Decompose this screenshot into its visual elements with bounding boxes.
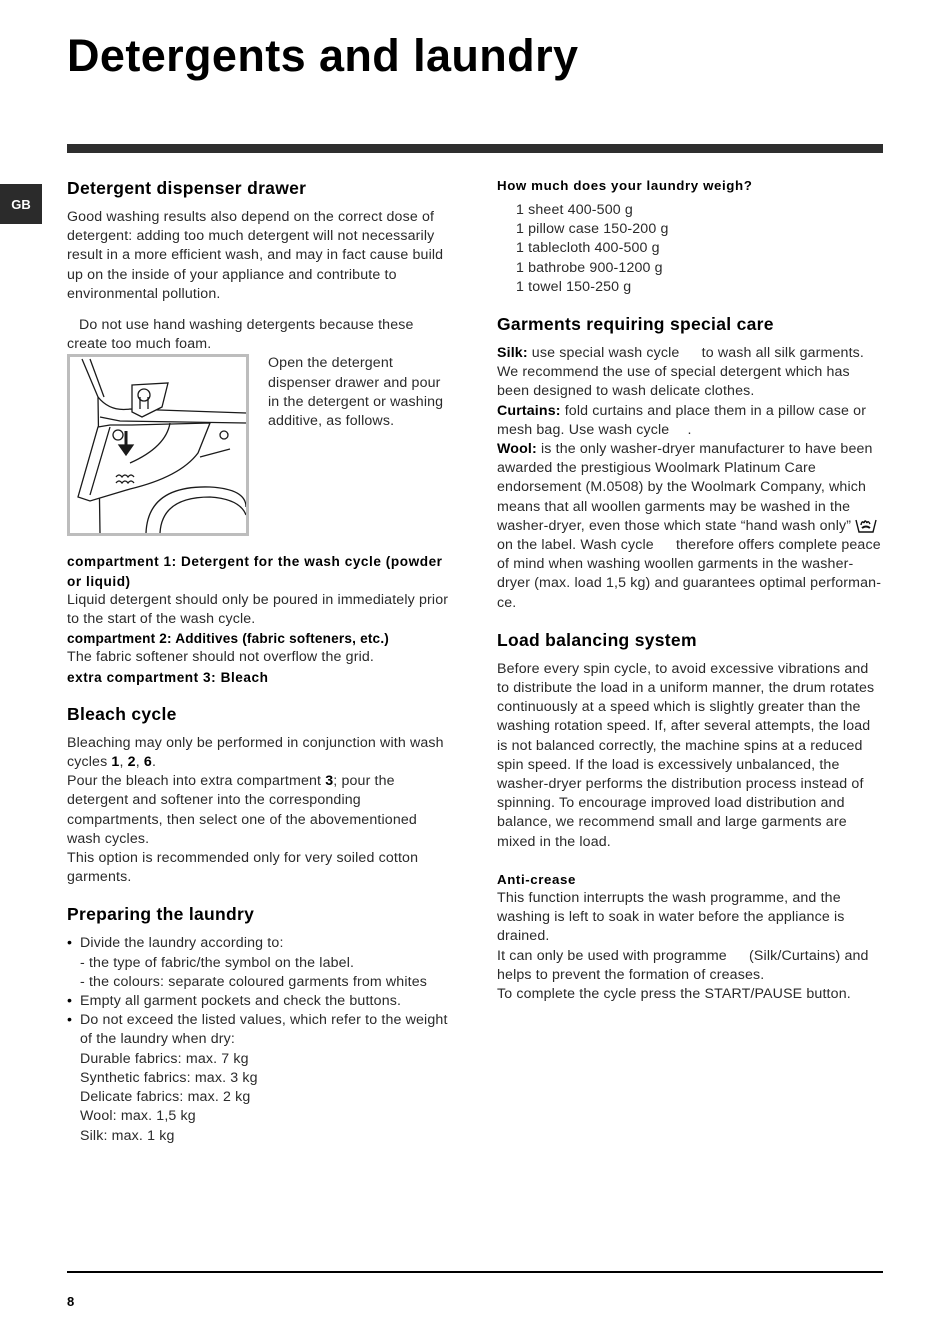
language-tab (0, 184, 42, 224)
wool-paragraph (497, 440, 883, 613)
curtains-text-a: fold curtains and place them in a pillow case or mesh bag. Use wash cycle (497, 402, 867, 438)
separator: , (135, 754, 144, 771)
silk-text-b: to wash all silk garments. We recommend the use of special detergent which has been designed to wash delicate clothes. (497, 345, 864, 400)
heading-load-balancing: Load balancing system (497, 629, 697, 650)
bullet-text: Divide the laundry according to: (80, 935, 284, 952)
wool-label: Wool: (497, 441, 537, 458)
heading-anti-crease: Anti-crease (497, 871, 577, 887)
anti-crease-text-2 (497, 947, 883, 985)
limit-item: Synthetic fabrics: max. 3 kg (80, 1069, 258, 1086)
cycle-number: 1 (111, 754, 120, 771)
curtains-text-b: . (687, 421, 692, 438)
wool-text-a: is the only washer-dryer manufacturer to have been awarded the prestigious Woolmark Platinum Care endorsement (M.0508) by the Woolmark Company, which means that all woollen garments may be washed in the washer-dryer, even those which state “hand wash only” (497, 441, 873, 534)
dispenser-para-1: Good washing results also depend on the correct dose of detergent: adding too much detergent will not necessarily result in a more efficient wash, and may in fact cause build up on the inside of your appliance and contribute to environmental pollution. (67, 209, 444, 302)
compartment-2-text: The fabric softener should not overflow the grid. (67, 649, 375, 666)
bleach-text-2 (67, 772, 453, 849)
weight-item: 1 tablecloth 400-500 g (516, 240, 660, 257)
anti-crease-text-1: This function interrupts the wash programme, and the washing is left to soak in water before the appliance is drained. (497, 889, 845, 945)
cycle-number: 2 (127, 754, 136, 771)
weight-item: 1 bathrobe 900-1200 g (516, 259, 663, 276)
heading-special-care: Garments requiring special care (497, 314, 774, 335)
page-title: Detergents and laundry (67, 30, 579, 81)
section-preparing-laundry (67, 902, 453, 1145)
dispenser-para-2: Do not use hand washing detergents because these create too much foam. (67, 317, 414, 353)
section-detergent-dispenser (67, 176, 453, 687)
bleach-text-2a: Pour the bleach into extra compartment (67, 773, 326, 790)
section-anti-crease (497, 870, 883, 1004)
section-special-care (497, 312, 883, 613)
separator: , (119, 754, 128, 771)
list-item (67, 992, 453, 1011)
right-column (497, 176, 883, 1004)
weight-list (497, 201, 883, 297)
wool-text-b: on the label. Wash cycle (497, 537, 658, 554)
compartment-1-title: compartment 1: Detergent for the wash cycle (powder or liquid) (67, 554, 443, 589)
figure-caption: Open the detergent dispenser drawer and pour in the detergent or washing additive, as follows. (268, 355, 444, 430)
list-item (67, 1011, 453, 1145)
weight-item: 1 pillow case 150-200 g (516, 221, 669, 238)
load-balancing-text: Before every spin cycle, to avoid excessive vibrations and to distribute the load in a uniform manner, the drum rotates continuously at a speed which is slightly greater than the washing rotation speed. If, after several attempts, the load is not balanced correctly, the machine spins at a reduced spin speed. If the load is excessively unbalanced, the washer-dryer performs the distribution process instead of spinning. To encourage improved load distribution and balance, we recommend small and large garments are mixed in the load. (497, 660, 875, 850)
preparing-list (67, 934, 453, 1145)
bullet-text: Empty all garment pockets and check the buttons. (80, 993, 402, 1010)
bleach-text-3: This option is recommended only for very soiled cotton garments. (67, 850, 419, 886)
heading-detergent-dispenser: Detergent dispenser drawer (67, 178, 307, 198)
limit-item: Silk: max. 1 kg (80, 1127, 175, 1144)
compartment-number: 3 (325, 773, 334, 790)
bleach-text-1 (67, 734, 453, 772)
detergent-drawer-illustration (67, 354, 249, 536)
anti-crease-text-2a: It can only be used with programme (497, 947, 731, 964)
bleach-text-1a: Bleaching may only be performed in conjunction with wash cycles (67, 734, 444, 771)
heading-preparing-laundry: Preparing the laundry (67, 904, 255, 925)
heading-bleach-cycle: Bleach cycle (67, 703, 177, 724)
limit-item: Durable fabrics: max. 7 kg (80, 1050, 249, 1067)
list-item (67, 934, 453, 992)
curtains-label: Curtains: (497, 402, 561, 419)
language-tab-label: GB (11, 196, 31, 212)
hand-wash-icon (855, 517, 877, 533)
limit-item: Wool: max. 1,5 kg (80, 1108, 196, 1125)
silk-text-a: use special wash cycle (527, 345, 684, 362)
compartment-3-title: extra compartment 3: Bleach (67, 669, 269, 685)
wool-text-c: therefore offers complete peace of mind when washing woollen garments in the washer-dryer (max. load 1,5 kg) and guarantees optimal performan-ce. (497, 537, 882, 611)
cycle-number: 6 (143, 754, 152, 771)
anti-crease-text-2b: (Silk/Curtains) and helps to prevent the formation of creases. (497, 947, 869, 983)
silk-paragraph (497, 344, 883, 402)
silk-label: Silk: (497, 345, 528, 362)
weight-item: 1 towel 150-250 g (516, 278, 632, 295)
period: . (151, 754, 157, 771)
section-load-balancing (497, 628, 883, 852)
bleach-text-2b: ; pour the detergent and softener into the corresponding compartments, then select one of the abovementioned wash cycles. (67, 773, 417, 847)
footer-rule (67, 1271, 883, 1273)
section-laundry-weight (497, 176, 883, 297)
heading-laundry-weight: How much does your laundry weigh? (497, 178, 753, 193)
curtains-paragraph (497, 402, 883, 440)
page-number: 8 (67, 1294, 75, 1309)
weight-item: 1 sheet 400-500 g (516, 202, 633, 218)
sub-item: - the colours: separate coloured garments from whites (80, 973, 428, 990)
section-bleach-cycle (67, 702, 453, 888)
sub-item: - the type of fabric/the symbol on the label. (80, 954, 355, 971)
limit-item: Delicate fabrics: max. 2 kg (80, 1089, 251, 1106)
left-column (67, 176, 453, 1146)
bullet-text: Do not exceed the listed values, which refer to the weight of the laundry when dry: (80, 1012, 448, 1048)
figure-row (67, 354, 453, 536)
anti-crease-text-3: To complete the cycle press the START/PAUSE button. (497, 985, 851, 1002)
compartment-2-title: compartment 2: Additives (fabric softeners, etc.) (67, 631, 390, 647)
compartment-1-text: Liquid detergent should only be poured in immediately prior to the start of the wash cycle. (67, 591, 449, 628)
header-rule (67, 144, 883, 153)
